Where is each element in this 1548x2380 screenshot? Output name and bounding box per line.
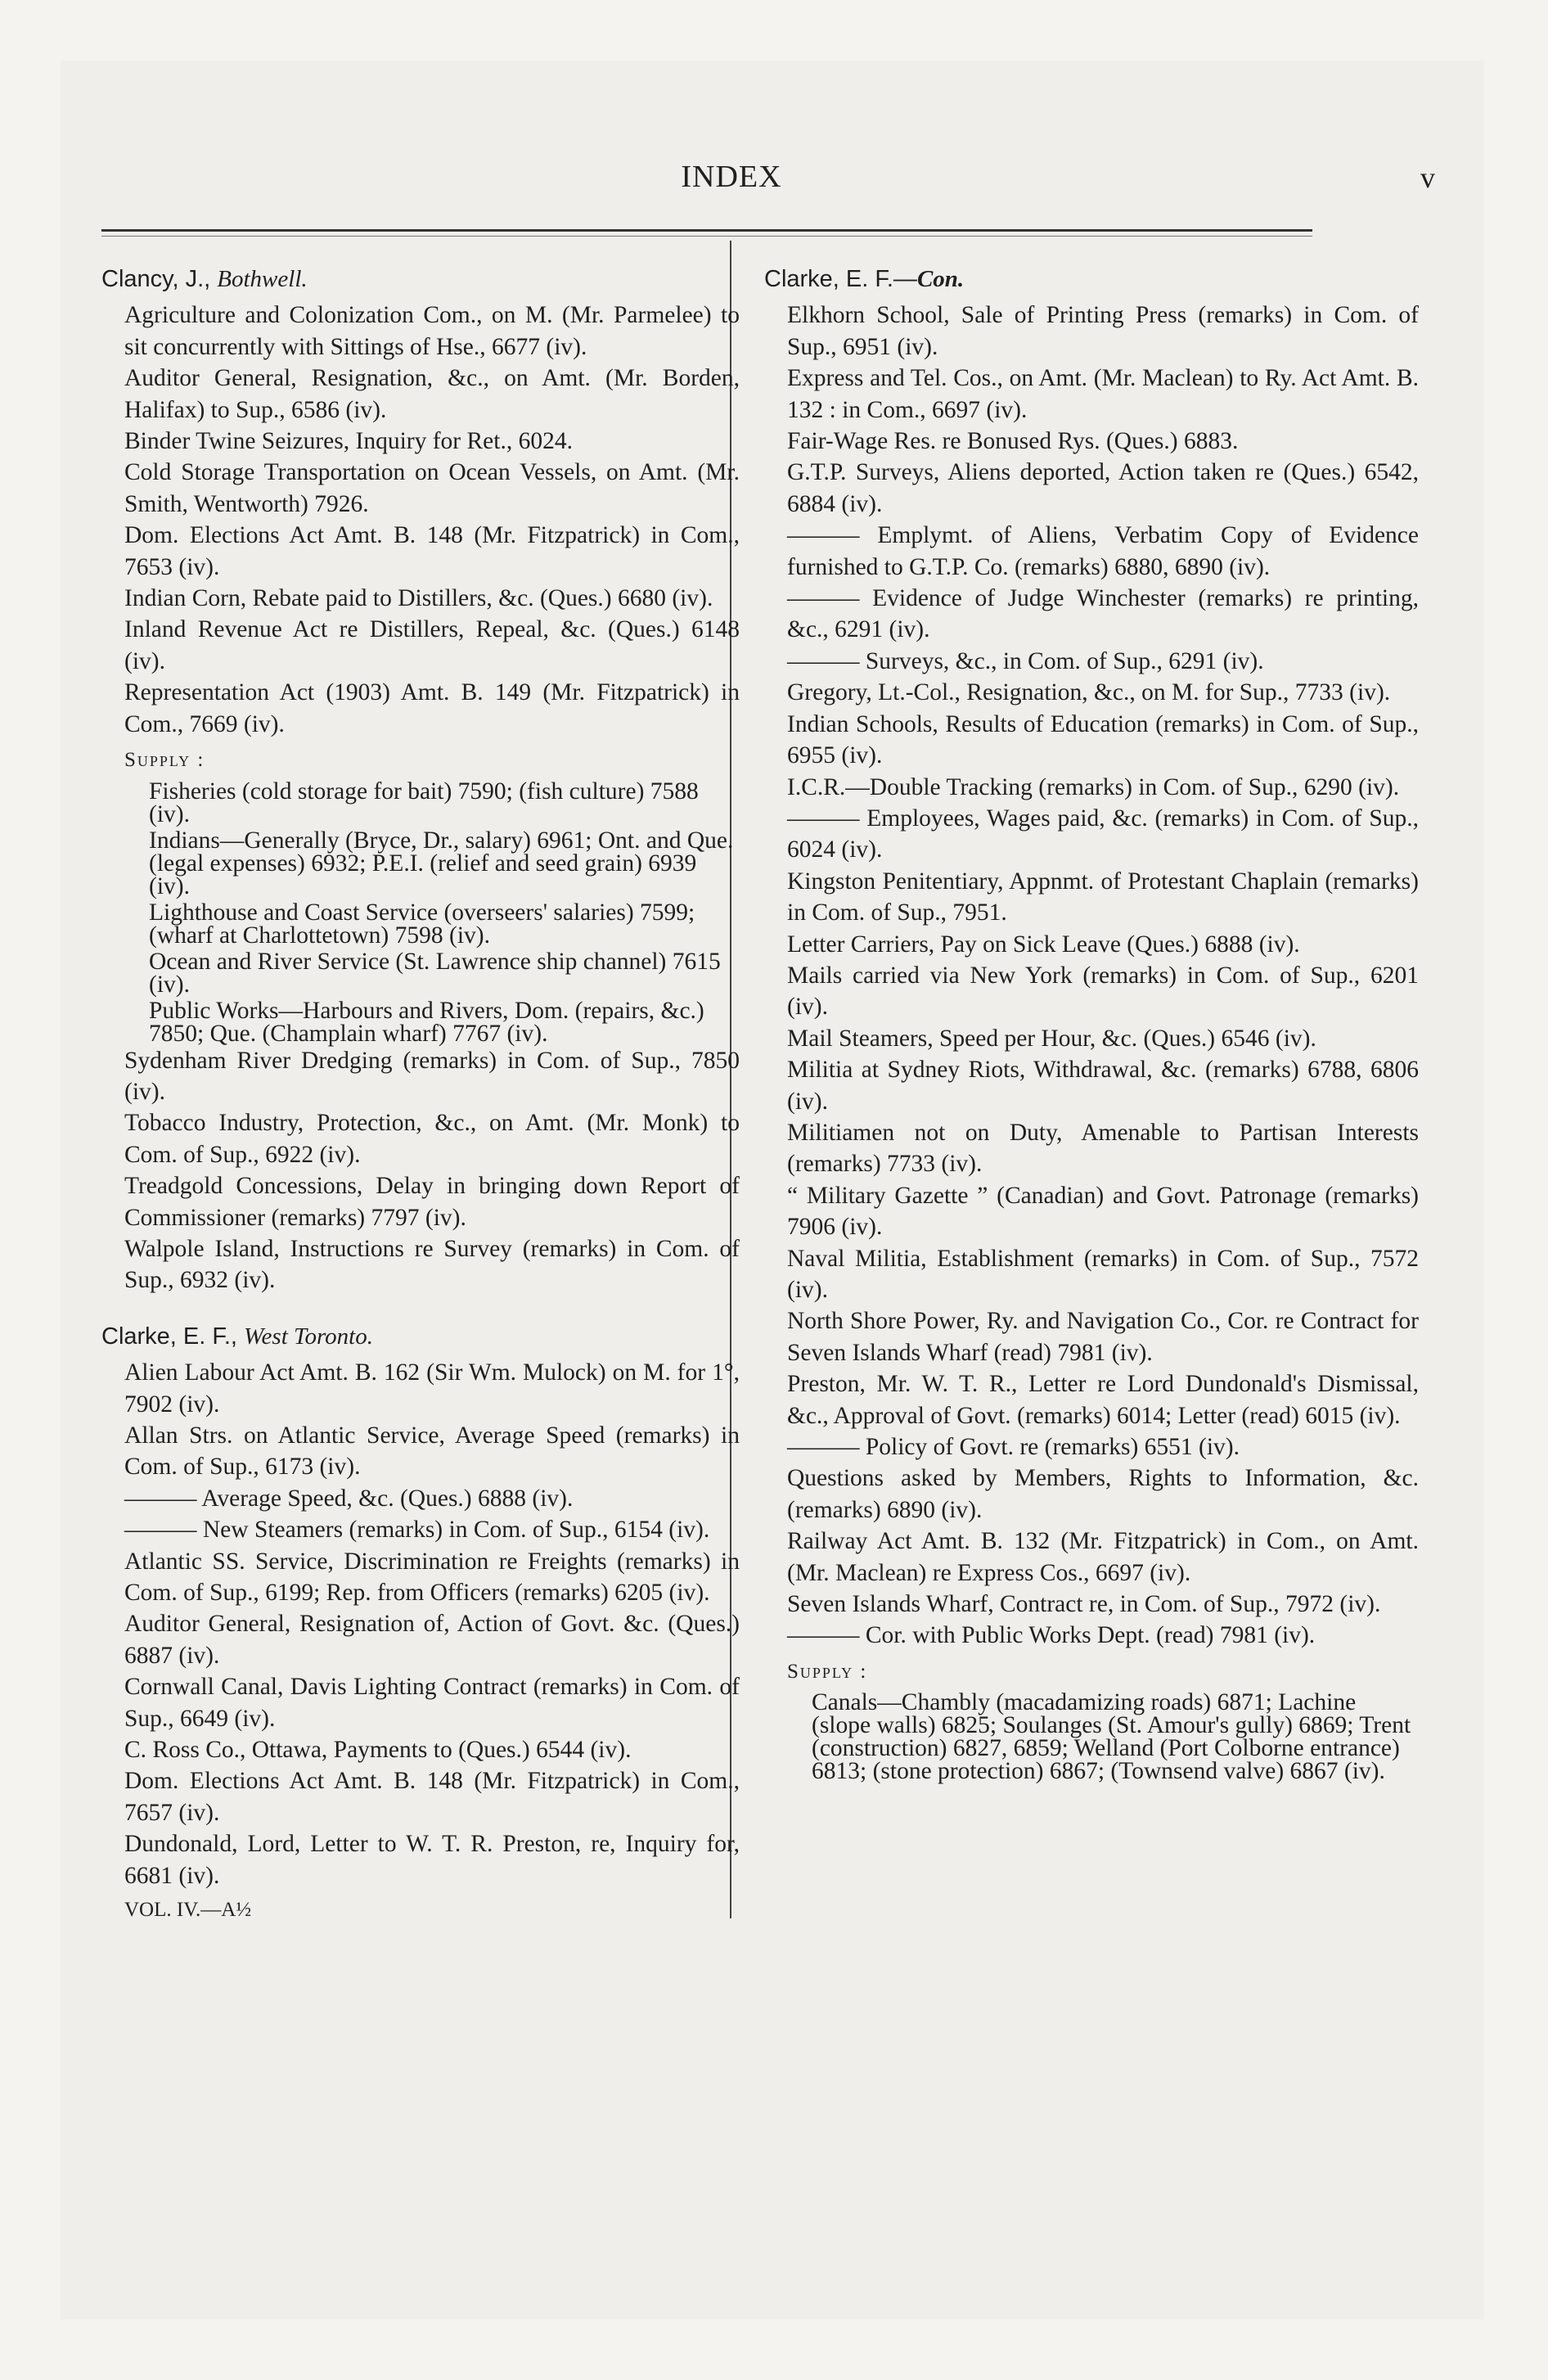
index-entry: Indian Corn, Rebate paid to Distillers, &c. (Ques.) 6680 (iv). [124,585,713,612]
index-entry: G.T.P. Surveys, Aliens deported, Action taken re (Ques.) 6542, 6884 (iv). [787,459,1419,517]
index-entry: “ Military Gazette ” (Canadian) and Govt. Patronage (remarks) 7906 (iv). [787,1182,1419,1241]
index-entry: ——— Emplymt. of Aliens, Verbatim Copy of Evidence furnished to G.T.P. Co. (remarks) 6880, 6890 (iv). [787,522,1419,580]
index-entry: Preston, Mr. W. T. R., Letter re Lord Dundonald's Dismissal, &c., Approval of Govt. (remarks) 6014; Letter (read) 6015 (iv). [787,1371,1419,1429]
member-name: Clarke, E. F.— [764,266,917,292]
supply-entry: Ocean and River Service (St. Lawrence ship channel) 7615 (iv). [149,948,721,998]
index-entry: Sydenham River Dredging (remarks) in Com. of Sup., 7850 (iv). [124,1047,740,1105]
index-entry: Cold Storage Transportation on Ocean Vessels, on Amt. (Mr. Smith, Wentworth) 7926. [124,459,740,517]
index-entry: Binder Twine Seizures, Inquiry for Ret., 6024. [124,428,573,455]
supply-entry: Lighthouse and Coast Service (overseers' salaries) 7599; (wharf at Charlottetown) 7598 (iv). [149,899,695,949]
page [61,61,1484,2319]
index-entry: Allan Strs. on Atlantic Service, Average Speed (remarks) in Com. of Sup., 6173 (iv). [124,1422,740,1481]
index-entry: Express and Tel. Cos., on Amt. (Mr. Maclean) to Ry. Act Amt. B. 132 : in Com., 6697 (iv). [787,365,1419,423]
index-entry: Kingston Penitentiary, Appnmt. of Protestant Chaplain (remarks) in Com. of Sup., 7951. [787,868,1419,926]
member-heading [101,1321,740,1352]
header-rule-thin [101,236,1312,237]
index-entry: Seven Islands Wharf, Contract re, in Com. of Sup., 7972 (iv). [787,1591,1381,1618]
index-entry: Letter Carriers, Pay on Sick Leave (Ques.) 6888 (iv). [787,931,1300,958]
supply-heading: Supply : [124,749,205,772]
index-entry: Fair-Wage Res. re Bonused Rys. (Ques.) 6883. [787,428,1239,455]
index-entry: Dom. Elections Act Amt. B. 148 (Mr. Fitzpatrick) in Com., 7653 (iv). [124,522,740,580]
index-entry: Dundonald, Lord, Letter to W. T. R. Preston, re, Inquiry for, 6681 (iv). [124,1831,740,1889]
index-entry: Mails carried via New York (remarks) in Com. of Sup., 6201 (iv). [787,962,1419,1021]
index-entry: Gregory, Lt.-Col., Resignation, &c., on M. for Sup., 7733 (iv). [787,679,1391,706]
index-entry: ——— Policy of Govt. re (remarks) 6551 (iv). [787,1434,1240,1461]
index-entry: Militia at Sydney Riots, Withdrawal, &c. (remarks) 6788, 6806 (iv). [787,1057,1419,1115]
index-entry: Atlantic SS. Service, Discrimination re Freights (remarks) in Com. of Sup., 6199; Rep. from Officers (remarks) 6205 (iv). [124,1548,740,1606]
supply-entry: Indians—Generally (Bryce, Dr., salary) 6961; Ont. and Que. (legal expenses) 6932; P.E.I. (relief and seed grain) 6939 (iv). [149,827,734,899]
index-entry: Agriculture and Colonization Com., on M. (Mr. Parmelee) to sit concurrently with Sittings of Hse., 6677 (iv). [124,302,740,360]
index-entry: Inland Revenue Act re Distillers, Repeal, &c. (Ques.) 6148 (iv). [124,616,740,674]
page-number: v [1420,161,1435,194]
index-entry: Indian Schools, Results of Education (remarks) in Com. of Sup., 6955 (iv). [787,710,1419,769]
index-entry: Dom. Elections Act Amt. B. 148 (Mr. Fitzpatrick) in Com., 7657 (iv). [124,1768,740,1826]
index-entry: Alien Labour Act Amt. B. 162 (Sir Wm. Mulock) on M. for 1°, 7902 (iv). [124,1359,740,1418]
member-riding: West Toronto. [244,1323,373,1350]
supply-entry: Canals—Chambly (macadamizing roads) 6871; Lachine (slope walls) 6825; Soulanges (St. Amour's gully) 6869; Trent (construction) 6827, 6859; Welland (Port Colborne entrance) 6813; (stone protection) 6867; (Townsend valve) 6867 (iv). [812,1689,1411,1785]
continued-label: Con. [916,266,965,292]
page-header [101,159,1435,208]
member-name: Clarke, E. F., [101,1323,245,1350]
supply-entry: Public Works—Harbours and Rivers, Dom. (repairs, &c.) 7850; Que. (Champlain wharf) 7767 (iv). [149,997,704,1047]
index-entry: Mail Steamers, Speed per Hour, &c. (Ques.) 6546 (iv). [787,1025,1316,1052]
index-entry: ——— Employees, Wages paid, &c. (remarks) in Com. of Sup., 6024 (iv). [787,805,1419,863]
index-entry: Naval Militia, Establishment (remarks) in Com. of Sup., 7572 (iv). [787,1245,1419,1303]
index-entry: C. Ross Co., Ottawa, Payments to (Ques.) 6544 (iv). [124,1737,632,1764]
index-entry: ——— Average Speed, &c. (Ques.) 6888 (iv). [124,1485,574,1512]
member-name: Clancy, J., [101,266,218,292]
index-entry: Militiamen not on Duty, Amenable to Partisan Interests (remarks) 7733 (iv). [787,1119,1419,1178]
supply-heading: Supply : [787,1660,868,1683]
volume-signature: VOL. IV.—A½ [124,1899,252,1922]
index-entry: I.C.R.—Double Tracking (remarks) in Com. of Sup., 6290 (iv). [787,773,1400,800]
index-entry: ——— Surveys, &c., in Com. of Sup., 6291 (iv). [787,647,1264,674]
index-entry: ——— New Steamers (remarks) in Com. of Sup., 6154 (iv). [124,1517,710,1544]
index-entry: Auditor General, Resignation of, Action of Govt. &c. (Ques.) 6887 (iv). [124,1611,740,1669]
member-heading [764,264,1419,295]
page-title: INDEX [681,160,782,194]
index-entry: Railway Act Amt. B. 132 (Mr. Fitzpatrick) in Com., on Amt. (Mr. Maclean) re Express Cos., 6697 (iv). [787,1528,1419,1586]
index-entry: Tobacco Industry, Protection, &c., on Amt. (Mr. Monk) to Com. of Sup., 6922 (iv). [124,1110,740,1168]
supply-entry: Fisheries (cold storage for bait) 7590; (fish culture) 7588 (iv). [149,778,699,827]
header-rule [101,229,1312,232]
index-entry: North Shore Power, Ry. and Navigation Co., Cor. re Contract for Seven Islands Wharf (read) 7981 (iv). [787,1308,1419,1366]
index-entry: Cornwall Canal, Davis Lighting Contract (remarks) in Com. of Sup., 6649 (iv). [124,1674,740,1732]
member-riding: Bothwell. [217,266,308,292]
left-column [101,264,740,1926]
index-entry: Representation Act (1903) Amt. B. 149 (Mr. Fitzpatrick) in Com., 7669 (iv). [124,679,740,737]
index-entry: Treadgold Concessions, Delay in bringing down Report of Commissioner (remarks) 7797 (iv). [124,1173,740,1231]
index-entry: Auditor General, Resignation, &c., on Amt. (Mr. Borden, Halifax) to Sup., 6586 (iv). [124,365,740,423]
index-entry: ——— Evidence of Judge Winchester (remarks) re printing, &c., 6291 (iv). [787,585,1419,643]
right-column [764,264,1419,1783]
index-entry: Elkhorn School, Sale of Printing Press (remarks) in Com. of Sup., 6951 (iv). [787,302,1419,360]
index-entry: ——— Cor. with Public Works Dept. (read) 7981 (iv). [787,1622,1316,1649]
index-entry: Questions asked by Members, Rights to Information, &c. (remarks) 6890 (iv). [787,1465,1419,1523]
index-entry: Walpole Island, Instructions re Survey (remarks) in Com. of Sup., 6932 (iv). [124,1235,740,1294]
member-heading [101,264,740,295]
